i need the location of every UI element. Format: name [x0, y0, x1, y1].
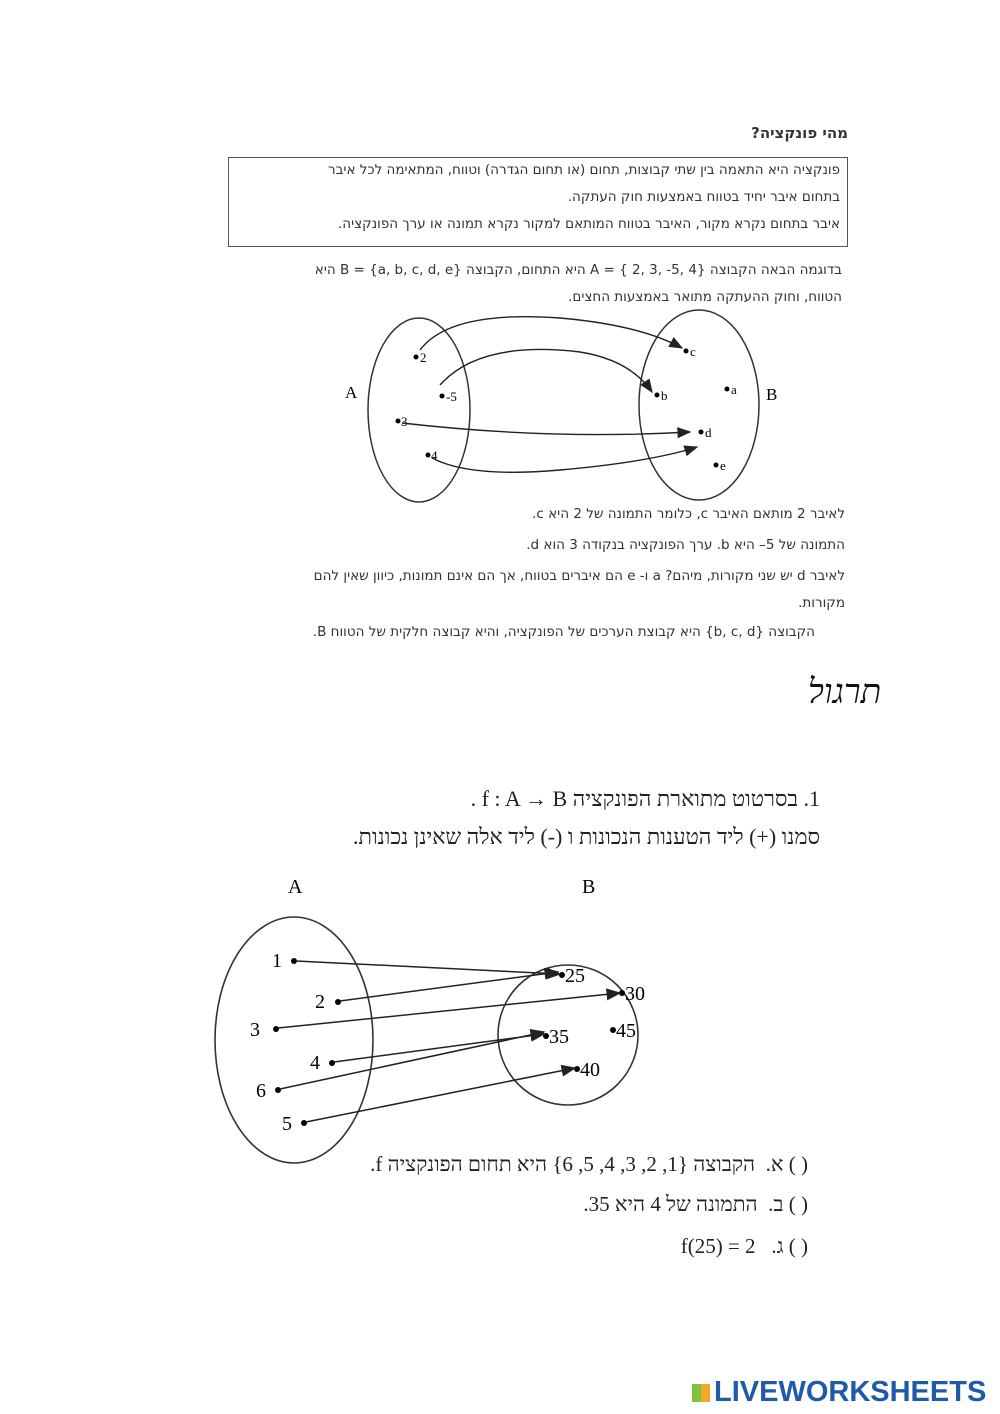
domain-point: 2: [420, 350, 427, 365]
statement-letter: ג.: [771, 1234, 784, 1258]
liveworksheets-logo: [692, 1376, 986, 1409]
set-b-ellipse: [639, 310, 759, 500]
domain-point: 2: [315, 991, 325, 1013]
statement-a[interactable]: [370, 1152, 808, 1177]
domain-point: 3: [401, 414, 408, 429]
mapping-arrow: [340, 972, 558, 1001]
explanation-line: התמונה של 5– היא b. ערך הפונקציה בנקודה 3 הוא d.: [526, 537, 845, 553]
range-point: 30: [625, 983, 645, 1005]
logo-icon: [692, 1384, 710, 1402]
statement-b[interactable]: [583, 1192, 808, 1217]
definition-line: איבר בתחום נקרא מקור, האיבר בטווח המותאם למקור נקרא תמונה או ערך הפונקציה.: [338, 216, 840, 232]
mapping-arrow: [420, 317, 682, 350]
statement-letter: ב.: [768, 1192, 784, 1216]
logo-text: LIVEWORKSHEETS: [714, 1376, 987, 1408]
mapping-arrow: [440, 349, 652, 392]
exercise-instruction: סמנו (+) ליד הטענות הנכונות ו (-) ליד אלה שאינן נכונות.: [353, 824, 820, 849]
statement-text: f(25) = 2: [680, 1234, 756, 1258]
domain-point: 1: [272, 950, 282, 972]
range-point: 40: [580, 1059, 600, 1081]
domain-point: 6: [256, 1080, 266, 1102]
explanation-line: מקורות.: [798, 595, 845, 611]
range-point: a: [731, 382, 737, 397]
set-a-ellipse: [368, 318, 470, 502]
explanation-line: לאיבר 2 מותאם האיבר c, כלומר התמונה של 2 היא c.: [532, 506, 845, 522]
answer-mark[interactable]: ( ): [788, 1192, 808, 1216]
domain-point: 3: [250, 1019, 260, 1041]
set-a-label: A: [288, 876, 303, 898]
statement-text: הקבוצה {1, 2, 3, 4, 5, 6} היא תחום הפונקציה f.: [370, 1152, 756, 1176]
range-point: 35: [549, 1026, 569, 1048]
range-point: b: [661, 388, 668, 403]
range-point: d: [705, 425, 712, 440]
definition-line: בתחום איבר יחיד בטווח באמצעות חוק העתקה.: [567, 189, 840, 205]
answer-mark[interactable]: ( ): [788, 1234, 808, 1258]
mapping-arrow: [402, 423, 690, 435]
mapping-arrow: [432, 447, 697, 472]
domain-point: -5: [446, 389, 457, 404]
set-b-label: B: [766, 385, 778, 404]
range-point: e: [720, 458, 726, 473]
range-point: 45: [616, 1020, 636, 1042]
answer-mark[interactable]: ( ): [788, 1152, 808, 1176]
mapping-arrow: [296, 961, 560, 974]
set-a-label: A: [345, 383, 358, 402]
practice-heading: תרגול: [808, 672, 882, 712]
example-line: בדוגמה הבאה הקבוצה A = { 2, 3, -5, 4} היא התחום, הקבוצה B = {a, b, c, d, e} היא: [314, 262, 842, 278]
intro-title: מהי פונקציה?: [751, 124, 848, 142]
statement-letter: א.: [765, 1152, 784, 1176]
range-point: 25: [565, 965, 585, 987]
domain-point: 5: [282, 1113, 292, 1135]
exercise-title: 1. בסרטוט מתוארת הפונקציה f : A → B .: [470, 786, 820, 811]
explanation-line: הקבוצה {b, c, d} היא קבוצת הערכים של הפונקציה, והיא קבוצה חלקית של הטווח B.: [312, 624, 815, 640]
mapping-arrow: [306, 1068, 575, 1122]
set-b-label: B: [582, 876, 596, 898]
set-a-ellipse: [215, 917, 373, 1163]
statement-c[interactable]: [681, 1234, 808, 1259]
definition-line: פונקציה היא התאמה בין שתי קבוצות, תחום (או תחום הגדרה) וטווח, המתאימה לכל איבר: [328, 162, 840, 178]
domain-point: 4: [310, 1052, 320, 1074]
statement-text: התמונה של 4 היא 35.: [583, 1192, 758, 1216]
explanation-line: לאיבר d יש שני מקורות, מיהם? a ו- e הם איברים בטווח, אך הם אינם תמונות, כיוון שאין להם: [313, 568, 845, 584]
mapping-arrow: [278, 993, 620, 1028]
domain-point: 4: [431, 448, 438, 463]
range-point: c: [690, 344, 696, 359]
example-line: הטווח, וחוק ההעתקה מתואר באמצעות החצים.: [568, 289, 842, 305]
